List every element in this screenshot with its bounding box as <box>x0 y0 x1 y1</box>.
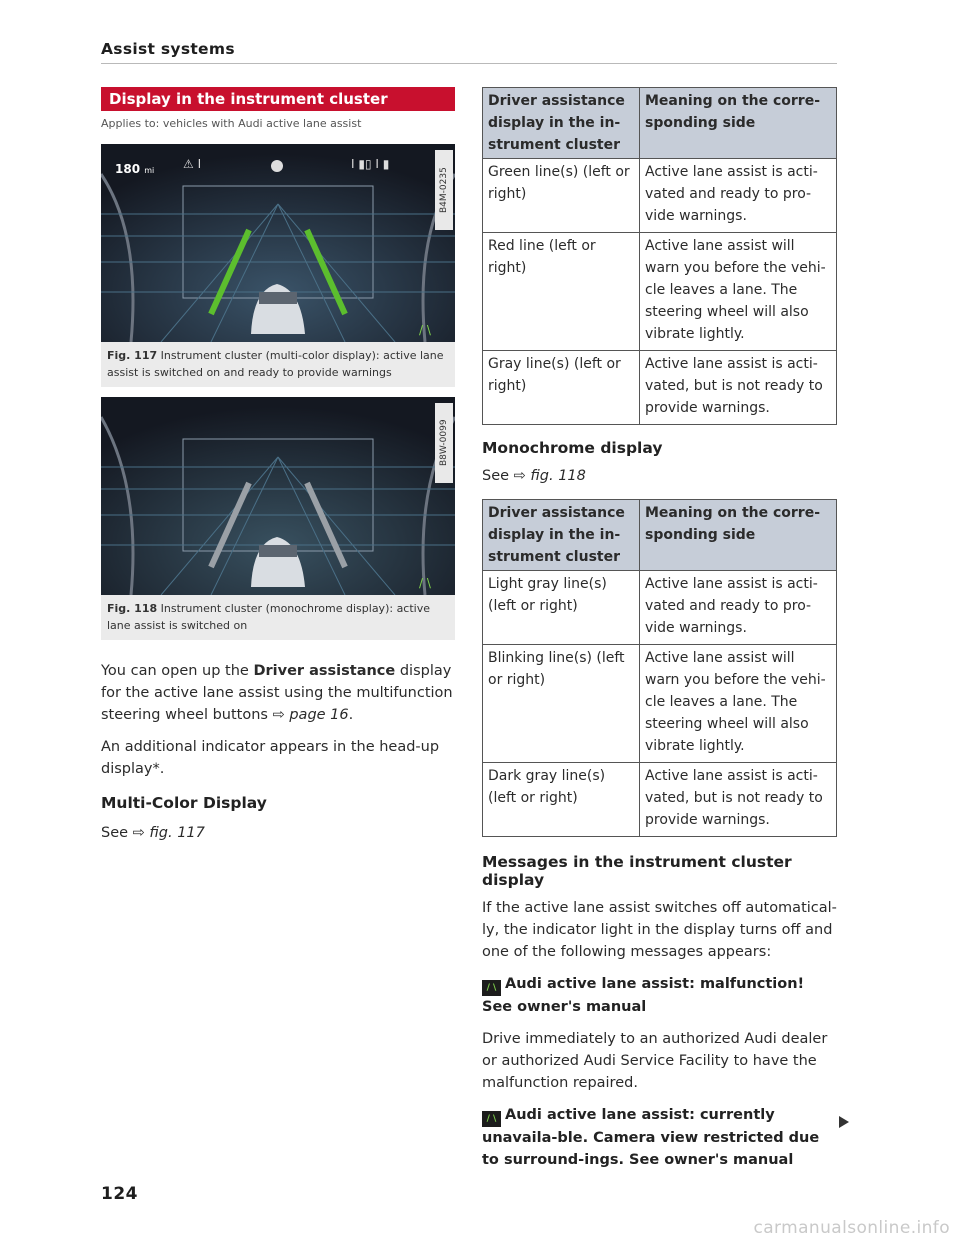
figure-reference-link[interactable]: ⇨ fig. 118 <box>513 468 586 484</box>
table-cell: Active lane assist is acti-vated and ready to pro-vide warnings. <box>640 159 837 233</box>
figure-caption-text: Instrument cluster (multi-color display): active lane assist is switched on and ready to provide warnings <box>107 349 444 379</box>
messages-intro: If the active lane assist switches off automatical-ly, the indicator light in the display turns off and one of the following messages appears: <box>482 900 837 960</box>
left-column <box>101 87 455 844</box>
hud-paragraph: An additional indicator appears in the head-up display*. <box>101 739 440 777</box>
table-header-row <box>483 500 837 571</box>
page-number: 124 <box>101 1184 138 1204</box>
table-row <box>483 351 837 425</box>
table-row <box>483 571 837 645</box>
table-row <box>483 233 837 351</box>
figure-caption-text: Instrument cluster (monochrome display): active lane assist is switched on <box>107 602 431 632</box>
table-cell: Active lane assist will warn you before the vehi-cle leaves a lane. The steering wheel will also vibrate lightly. <box>640 645 837 763</box>
table-cell: Active lane assist is acti-vated, but is not ready to provide warnings. <box>640 351 837 425</box>
instrument-cluster-image-monochrome <box>101 397 455 595</box>
lane-assist-graphic <box>101 397 455 595</box>
lane-assist-indicator-icon: / \ <box>482 980 501 996</box>
heading-multicolor: Multi-Color Display <box>101 794 267 812</box>
page-reference-link[interactable]: ⇨ page 16 <box>272 707 349 723</box>
figure-code: B8W-0099 <box>435 403 453 483</box>
svg-text:⚠ I: ⚠ I <box>183 157 202 171</box>
table-cell: Active lane assist is acti-vated, but is not ready to provide warnings. <box>640 763 837 837</box>
message-title-text: Audi active lane assist: malfunction! See owner's manual <box>482 976 805 1015</box>
figure-label: Fig. 118 <box>107 602 158 615</box>
odometer-value: 180 <box>115 162 141 176</box>
table-row <box>483 645 837 763</box>
odometer-readout <box>115 162 154 176</box>
column-header: Meaning on the corre-sponding side <box>640 500 837 571</box>
table-cell: Active lane assist will warn you before the vehi-cle leaves a lane. The steering wheel will also vibrate lightly. <box>640 233 837 351</box>
text-run: . <box>348 707 354 723</box>
table-cell: Blinking line(s) (left or right) <box>483 645 640 763</box>
figure-118 <box>101 397 455 640</box>
running-header: Assist systems <box>101 40 235 58</box>
table-cell: Gray line(s) (left or right) <box>483 351 640 425</box>
table-row <box>483 159 837 233</box>
figure-reference-link[interactable]: ⇨ fig. 117 <box>132 825 205 841</box>
column-header: Meaning on the corre-sponding side <box>640 88 837 159</box>
svg-text:I ▮▯ I ▮: I ▮▯ I ▮ <box>351 157 390 171</box>
table-cell: Active lane assist is acti-vated and ready to pro-vide warnings. <box>640 571 837 645</box>
text-run-bold: Driver assistance <box>253 663 396 679</box>
odometer-unit: mi <box>144 166 155 175</box>
text-run: display for the active lane assist using the multifunction steering wheel buttons <box>101 663 453 723</box>
intro-paragraph <box>101 660 455 726</box>
lane-assist-indicator-icon: / \ <box>482 1111 501 1127</box>
figure-code: B4M-0235 <box>435 150 453 230</box>
header-rule <box>101 63 837 64</box>
applies-to-note: Applies to: vehicles with Audi active lane assist <box>101 117 362 130</box>
column-header: Driver assistance display in the in-strument cluster <box>483 88 640 159</box>
text-run: See <box>482 468 514 484</box>
message-malfunction-body: Drive immediately to an authorized Audi dealer or authorized Audi Service Facility to have the malfunction repaired. <box>482 1031 828 1091</box>
figure-117 <box>101 144 455 387</box>
continue-arrow-icon <box>839 1116 849 1128</box>
table-header-row <box>483 88 837 159</box>
text-run: See <box>101 825 133 841</box>
message-unavailable <box>482 1104 837 1171</box>
figure-caption <box>101 595 455 640</box>
watermark: carmanualsonline.info <box>753 1218 950 1238</box>
table-row <box>483 763 837 837</box>
section-banner: Display in the instrument cluster <box>101 87 455 111</box>
column-header: Driver assistance display in the in-strument cluster <box>483 500 640 571</box>
message-malfunction <box>482 973 837 1018</box>
svg-text:/ \: / \ <box>419 576 431 590</box>
message-title-text: Audi active lane assist: currently unavaila-ble. Camera view restricted due to surround-ings. See owner's manual <box>482 1107 820 1168</box>
table-cell: Green line(s) (left or right) <box>483 159 640 233</box>
multicolor-table <box>482 87 837 425</box>
figure-caption <box>101 342 455 387</box>
instrument-cluster-image-multicolor <box>101 144 455 342</box>
see-figure-118 <box>482 465 837 487</box>
svg-text:/ \: / \ <box>419 323 431 337</box>
table-cell: Red line (left or right) <box>483 233 640 351</box>
right-column <box>482 87 837 1171</box>
monochrome-table <box>482 499 837 837</box>
text-run: You can open up the <box>101 663 254 679</box>
table-cell: Light gray line(s) (left or right) <box>483 571 640 645</box>
figure-label: Fig. 117 <box>107 349 158 362</box>
heading-messages: Messages in the instrument cluster display <box>482 853 792 889</box>
see-figure-117 <box>101 822 455 844</box>
table-cell: Dark gray line(s) (left or right) <box>483 763 640 837</box>
heading-monochrome: Monochrome display <box>482 439 663 457</box>
